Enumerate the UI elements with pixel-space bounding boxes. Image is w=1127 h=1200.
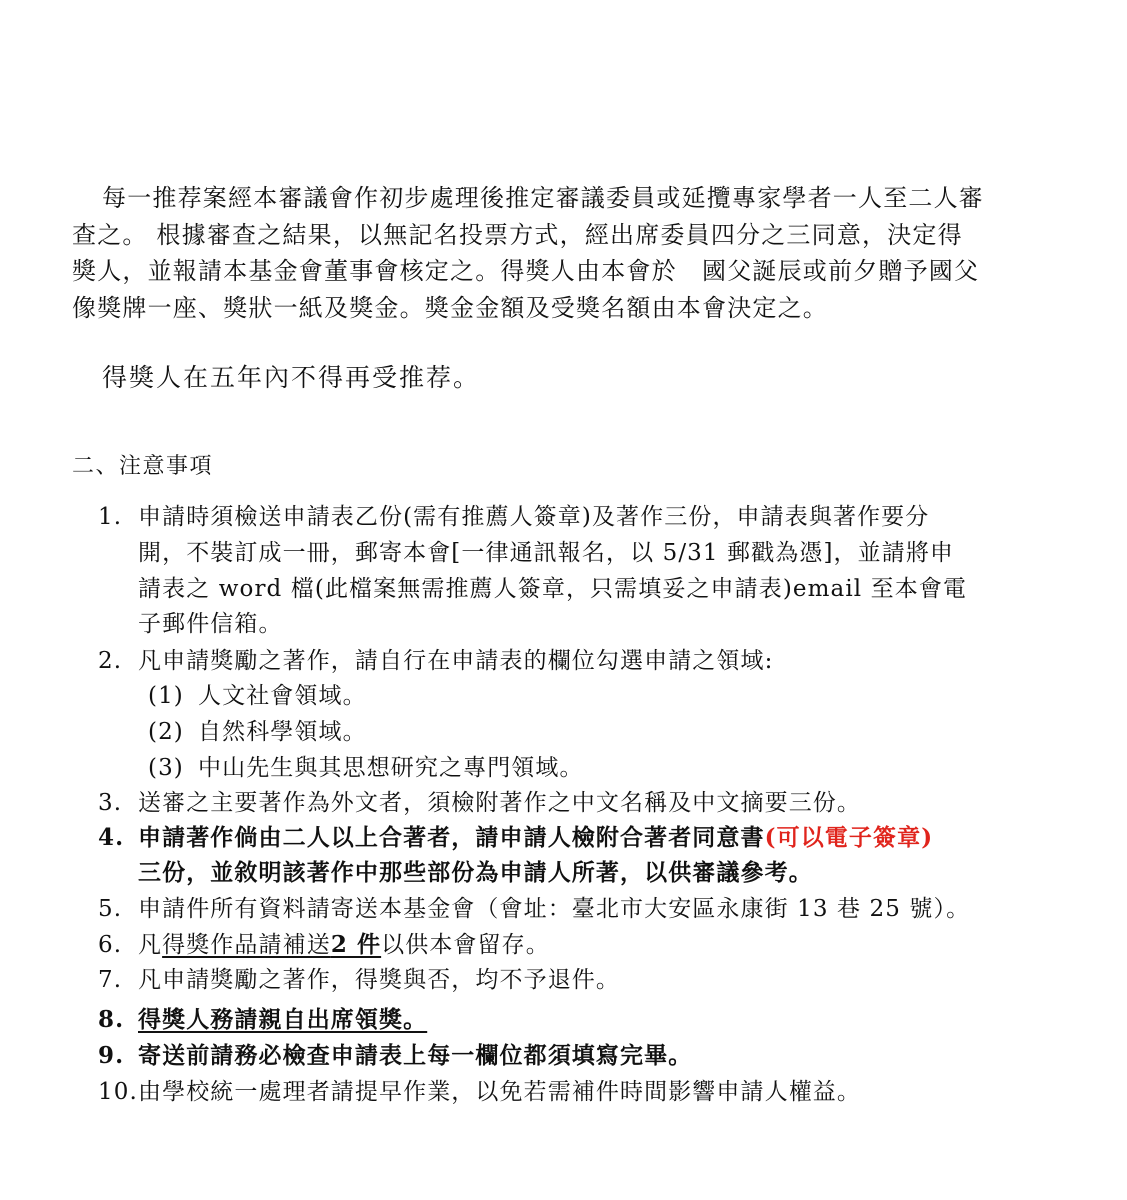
item-text: 得獎人務請親自出席領獎。 bbox=[138, 1006, 428, 1033]
sub-item-1 bbox=[148, 678, 367, 714]
intro-line: 獎人，並報請本基金會董事會核定之。得獎人由本會於 國父誕辰或前夕贈予國父 bbox=[72, 257, 980, 285]
list-item-2 bbox=[98, 643, 773, 679]
item-number: 7. bbox=[98, 967, 123, 993]
underlined-text: 得獎作品請補送 bbox=[162, 932, 331, 958]
list-item-7 bbox=[98, 962, 620, 998]
intro-line: 像獎牌一座、獎狀一紙及獎金。獎金金額及受獎名額由本會決定之。 bbox=[72, 293, 828, 322]
list-item-4-continuation: 三份，並敘明該著作中那些部份為申請人所著，以供審議參考。 bbox=[138, 859, 813, 886]
sub-item-text: 中山先生與其思想研究之專門領域。 bbox=[198, 755, 584, 781]
item-number: 8. bbox=[98, 1006, 125, 1033]
item-text: 申請時須檢送申請表乙份(需有推薦人簽章)及著作三份，申請表與著作要分 bbox=[138, 504, 930, 530]
item-text-tail: 以供本會留存。 bbox=[381, 932, 550, 958]
list-item-1 bbox=[98, 499, 929, 535]
sub-item-3 bbox=[148, 750, 584, 786]
item-text: 凡申請獎勵之著作，得獎與否，均不予退件。 bbox=[138, 967, 620, 993]
sub-item-number: (1) bbox=[148, 683, 184, 709]
list-item-1-continuation: 子郵件信箱。 bbox=[138, 611, 283, 637]
list-item-3 bbox=[98, 785, 861, 821]
item-text: 寄送前請務必檢查申請表上每一欄位都須填寫完畢。 bbox=[138, 1042, 693, 1069]
item-number: 10. bbox=[98, 1079, 138, 1105]
item-number: 5. bbox=[98, 896, 123, 922]
list-item-4 bbox=[98, 820, 933, 856]
list-item-10 bbox=[98, 1074, 861, 1110]
item-text: 凡 bbox=[138, 932, 163, 958]
sub-item-number: (2) bbox=[148, 719, 184, 745]
item-number: 6. bbox=[98, 932, 123, 958]
list-item-8 bbox=[98, 1002, 427, 1038]
intro-line: 查之。 根據審查之結果，以無記名投票方式，經出席委員四分之三同意，決定得 bbox=[72, 220, 963, 249]
list-item-1-continuation: 請表之 word 檔(此檔案無需推薦人簽章，只需填妥之申請表)email 至本會電 bbox=[138, 576, 968, 602]
underlined-count: 2 件 bbox=[330, 931, 382, 958]
list-item-6 bbox=[98, 927, 550, 963]
list-item-1-continuation: 開，不裝訂成一冊，郵寄本會[一律通訊報名，以 5/31 郵戳為憑]，並請將申 bbox=[138, 540, 955, 566]
item-number: 9. bbox=[98, 1042, 125, 1069]
list-item-9 bbox=[98, 1038, 692, 1074]
highlight-note: (可以電子簽章) bbox=[764, 824, 934, 851]
restriction-text: 得獎人在五年內不得再受推荐。 bbox=[102, 363, 481, 392]
section-title: 二、注意事項 bbox=[72, 454, 214, 479]
item-number: 1. bbox=[98, 504, 123, 530]
sub-item-2 bbox=[148, 714, 367, 750]
sub-item-text: 自然科學領域。 bbox=[198, 719, 367, 745]
intro-line: 每一推荐案經本審議會作初步處理後推定審議委員或延攬專家學者一人至二人審 bbox=[102, 184, 984, 212]
list-item-5 bbox=[98, 891, 970, 927]
intro-paragraph bbox=[72, 180, 1062, 326]
item-number: 4. bbox=[98, 824, 125, 851]
item-text: 送審之主要著作為外文者，須檢附著作之中文名稱及中文摘要三份。 bbox=[138, 790, 861, 816]
item-text: 申請著作倘由二人以上合著者，請申請人檢附合著者同意書 bbox=[138, 824, 765, 851]
sub-item-text: 人文社會領域。 bbox=[198, 683, 367, 709]
item-number: 3. bbox=[98, 790, 123, 816]
item-text: 由學校統一處理者請提早作業，以免若需補件時間影響申請人權益。 bbox=[138, 1079, 861, 1105]
item-text: 申請件所有資料請寄送本基金會（會址：臺北市大安區永康街 13 巷 25 號）。 bbox=[138, 896, 971, 922]
item-number: 2. bbox=[98, 648, 123, 674]
sub-item-number: (3) bbox=[148, 755, 184, 781]
item-text: 凡申請獎勵之著作，請自行在申請表的欄位勾選申請之領域: bbox=[138, 648, 774, 674]
